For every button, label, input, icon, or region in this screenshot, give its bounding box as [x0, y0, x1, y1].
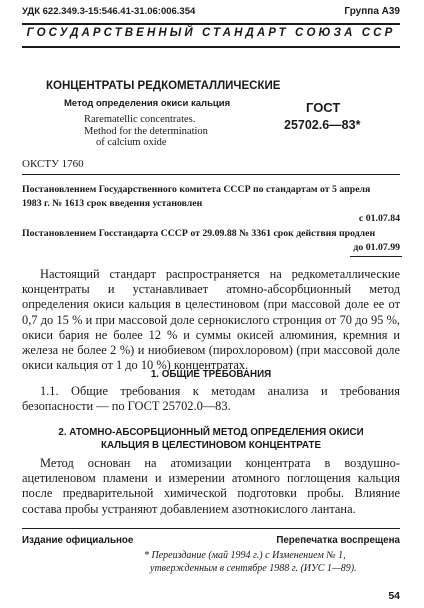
gost-number: 25702.6—83* — [284, 118, 361, 132]
section-2-text: Метод основан на атомизации концентрата в воздушно-ацетиленовом пламени и измерении атомного поглощения кальция после предварительной химической подготовки пробы. Влияние состава пробы устраняют добавлением азотнокислого лантана. — [22, 456, 400, 516]
english-title-line: Rarematellic concentrates. — [84, 114, 196, 125]
decree-1-line-2: 1983 г. № 1613 срок введения установлен — [22, 198, 203, 209]
reissue-note-line-2: утвержденным в сентябре 1988 г. (ИУС 1—89). — [150, 563, 357, 574]
footer-rule — [22, 528, 400, 529]
okstu-rule — [22, 174, 400, 175]
decree-2-line-1: Постановлением Госстандарта СССР от 29.09.88 № 3361 срок действия продлен — [22, 228, 376, 239]
english-title — [84, 114, 208, 149]
section-1-heading: 1. ОБЩИЕ ТРЕБОВАНИЯ — [150, 369, 272, 380]
udk-code: УДК 622.349.3-15:546.41-31.06:006.354 — [22, 6, 196, 17]
document-subtitle: Метод определения окиси кальция — [64, 98, 231, 109]
gost-label: ГОСТ — [306, 100, 341, 115]
section-2-heading-line-2: КАЛЬЦИЯ В ЦЕЛЕСТИНОВОМ КОНЦЕНТРАТЕ — [100, 440, 322, 451]
header-rule-top — [22, 23, 400, 25]
page-number: 54 — [388, 590, 400, 602]
okstu-code: ОКСТУ 1760 — [22, 158, 84, 170]
section-1-text: 1.1. Общие требования к методам анализа и требования безопасности — по ГОСТ 25702.0—83. — [22, 384, 400, 414]
section-2-heading-line-1: 2. АТОМНО-АБСОРБЦИОННЫЙ МЕТОД ОПРЕДЕЛЕНИЯ ОКИСИ — [58, 427, 364, 438]
decree-1-date: с 01.07.84 — [358, 213, 400, 224]
decree-1-line-1: Постановлением Государственного комитета СССР по стандартам от 5 апреля — [22, 184, 371, 195]
reissue-note-line-1: * Переиздание (май 1994 г.) с Изменением № 1, — [144, 550, 346, 561]
document-title: КОНЦЕНТРАТЫ РЕДКОМЕТАЛЛИЧЕСКИЕ — [46, 80, 281, 92]
intro-paragraph: Настоящий стандарт распространяется на редкометаллические концентраты и устанавливает атомно-абсорбционный метод определения окиси кальция в целестиновом (при массовой доле ее от 0,7 до 15 % и при массовой доле сернокислого стронция от 70 до 95 %, окиси бария не более 12 % и суммы окисей алюминия, кремния и железа не более 2 %) и ниобиевом (пирохлоровом) (при массовой доле окиси кальция от 1 до 10 %) концентратах. — [22, 267, 400, 373]
reprint-notice: Перепечатка воспрещена — [276, 535, 400, 546]
english-title-line: Method for the determination — [84, 125, 208, 137]
header-rule-bottom — [22, 46, 400, 48]
english-title-line: of calcium oxide — [96, 137, 167, 148]
decree-rule — [350, 256, 402, 257]
decree-2-date: до 01.07.99 — [353, 242, 400, 253]
group-code: Группа А39 — [344, 6, 400, 17]
edition-label: Издание официальное — [22, 535, 134, 546]
standard-title: ГОСУДАРСТВЕННЫЙ СТАНДАРТ СОЮЗА ССР — [26, 27, 396, 39]
